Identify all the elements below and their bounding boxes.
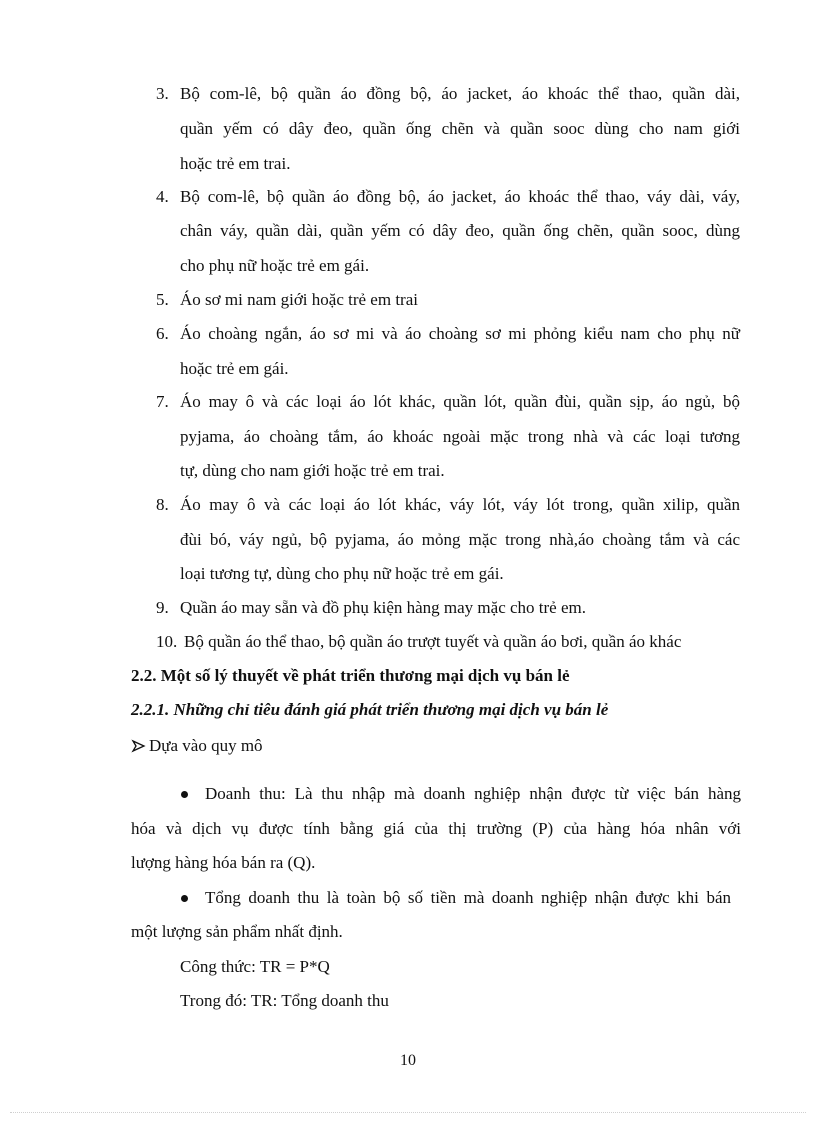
list-item-number: 10. — [156, 632, 178, 651]
list-item-line: hoặc trẻ em trai. — [180, 154, 291, 173]
list-item-number: 8. — [156, 495, 169, 514]
bullet-icon — [181, 791, 188, 798]
list-item-line: Áo sơ mi nam giới hoặc trẻ em trai — [180, 290, 418, 309]
list-item-line: hoặc trẻ em gái. — [180, 359, 289, 378]
list-item-line: pyjama, áo choàng tắm, áo khoác ngoài mặc trong nhà và các loại tương — [180, 427, 740, 446]
list-item-line: Áo choàng ngắn, áo sơ mi và áo choàng sơ mi phỏng kiểu nam cho phụ nữ — [180, 324, 740, 343]
list-item-number: 5. — [156, 290, 169, 309]
arrow-bullet-text: Dựa vào quy mô — [149, 736, 263, 755]
bullet-line: một lượng sản phẩm nhất định. — [131, 922, 343, 941]
list-item-line: đùi bó, váy ngủ, bộ pyjama, áo mỏng mặc trong nhà,áo choàng tắm và các — [180, 530, 740, 549]
list-item-line: cho phụ nữ hoặc trẻ em gái. — [180, 256, 370, 275]
section-heading: 2.2. Một số lý thuyết về phát triển thương mại dịch vụ bán lẻ — [131, 666, 570, 685]
bullet-line: Doanh thu: Là thu nhập mà doanh nghiệp nhận được từ việc bán hàng — [205, 784, 741, 803]
section-subheading: 2.2.1. Những chỉ tiêu đánh giá phát triển thương mại dịch vụ bán lẻ — [131, 700, 609, 719]
list-item-number: 9. — [156, 598, 169, 617]
formula-line: Công thức: TR = P*Q — [180, 957, 330, 976]
page-bottom-divider — [10, 1112, 806, 1113]
list-item-line: Áo may ô và các loại áo lót khác, quần lót, quần đùi, quần sịp, áo ngủ, bộ — [180, 392, 740, 411]
list-item-number: 3. — [156, 84, 169, 103]
formula-explanation: Trong đó: TR: Tổng doanh thu — [180, 991, 389, 1010]
list-item-line: Bộ quần áo thể thao, bộ quần áo trượt tuyết và quần áo bơi, quần áo khác — [184, 632, 682, 651]
list-item-number: 4. — [156, 187, 169, 206]
bullet-line: lượng hàng hóa bán ra (Q). — [131, 853, 316, 872]
bullet-icon — [181, 895, 188, 902]
page-number: 10 — [400, 1052, 416, 1069]
list-item-number: 7. — [156, 392, 169, 411]
bullet-line: Tổng doanh thu là toàn bộ số tiền mà doanh nghiệp nhận được khi bán — [205, 888, 731, 907]
list-item-line: Bộ com-lê, bộ quần áo đồng bộ, áo jacket, áo khoác thể thao, váy dài, váy, — [180, 187, 740, 206]
list-item-line: chân váy, quần dài, quần yếm có dây đeo, quần ống chẽn, quần sooc, dùng — [180, 221, 740, 240]
bullet-line: hóa và dịch vụ được tính bằng giá của thị trường (P) của hàng hóa nhân với — [131, 819, 741, 838]
arrow-bullet-icon — [131, 738, 147, 754]
list-item-line: Bộ com-lê, bộ quần áo đồng bộ, áo jacket, áo khoác thể thao, quần dài, — [180, 84, 740, 103]
list-item-number: 6. — [156, 324, 169, 343]
list-item-line: quần yếm có dây đeo, quần ống chẽn và quần sooc dùng cho nam giới — [180, 119, 740, 138]
list-item-line: tự, dùng cho nam giới hoặc trẻ em trai. — [180, 461, 445, 480]
list-item-line: Áo may ô và các loại áo lót khác, váy lót, váy lót trong, quần xilip, quần — [180, 495, 740, 514]
list-item-line: Quần áo may sẵn và đồ phụ kiện hàng may mặc cho trẻ em. — [180, 598, 586, 617]
list-item-line: loại tương tự, dùng cho phụ nữ hoặc trẻ em gái. — [180, 564, 504, 583]
